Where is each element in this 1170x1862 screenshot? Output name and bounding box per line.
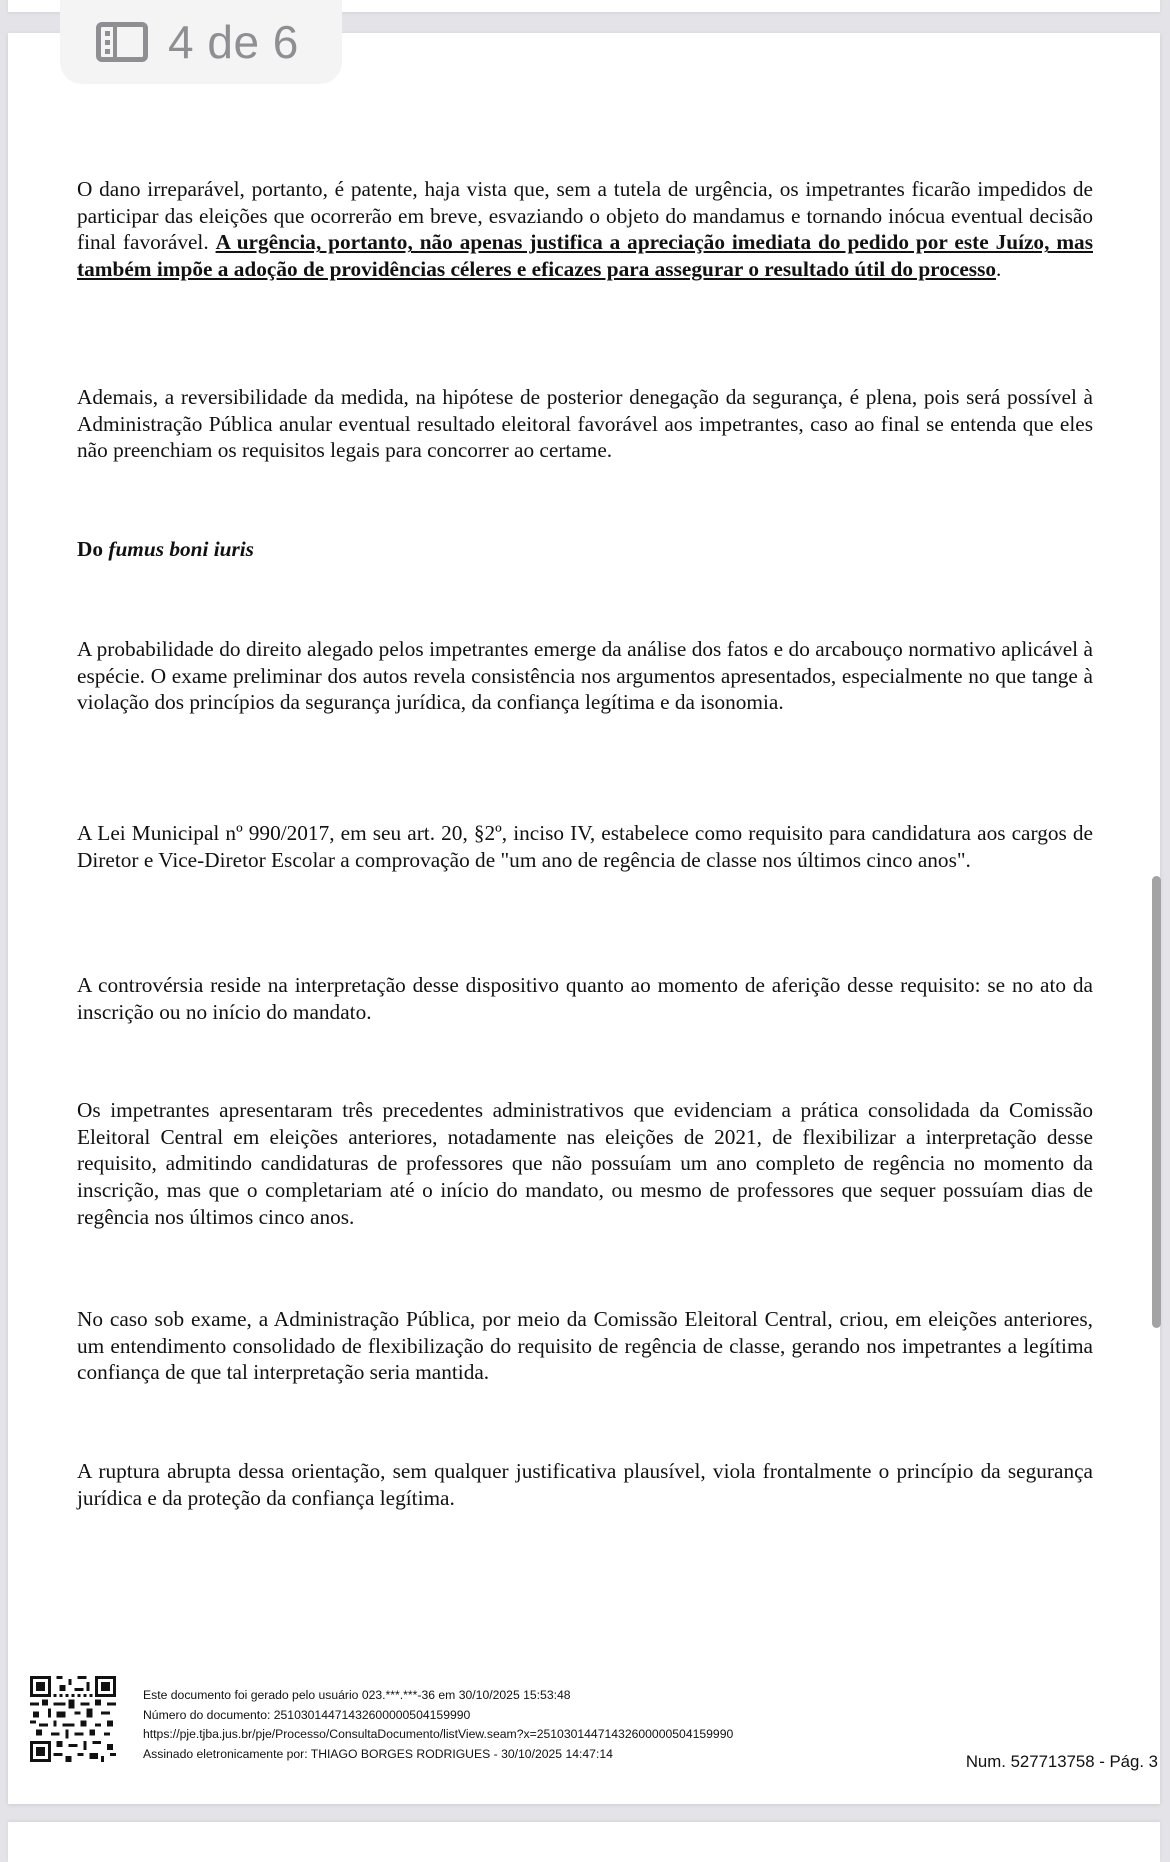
heading-italic: fumus boni iuris [108,537,254,561]
paragraph-text: Os impetrantes apresentaram três precedentes administrativos que evidenciam a prática consolidada da Comissão Eleitoral Central em eleições anteriores, notadamente nas eleições de 2021, de flexibilizar a interpretação desse requisito, admitindo candidaturas de professores que não possuíam um ano completo de regência no momento da inscrição, mas que o completariam até o início do mandato, ou mesmo de professores que sequer possuíam dias de regência nos últimos cinco anos. [77,1098,1093,1229]
paragraph-text: A Lei Municipal nº 990/2017, em seu art. 20, §2º, inciso IV, estabelece como requisito para candidatura aos cargos de Diretor e Vice-Diretor Escolar a comprovação de "um ano de regência de classe nos últimos cinco anos". [77,821,1093,872]
scrollbar-thumb[interactable] [1152,876,1161,1328]
paragraph-administration [77,1306,1093,1386]
paragraph-irreparable-damage [77,176,1093,283]
paragraph-precedents [77,1097,1093,1231]
paragraph-text: A controvérsia reside na interpretação desse dispositivo quanto ao momento de aferição desse requisito: se no ato da inscrição ou no início do mandato. [77,973,1093,1024]
paragraph-text: Ademais, a reversibilidade da medida, na hipótese de posterior denegação da segurança, é plena, pois será possível à Administração Pública anular eventual resultado eleitoral favorável aos impetrantes, caso ao final se entenda que eles não preenchiam os requisitos legais para concorrer ao certame. [77,385,1093,463]
document-number-line: Número do documento: 25103014471432600000504159990 [143,1707,471,1722]
paragraph-text: O dano irreparável, portanto, é patente, haja vista que, sem a tutela de urgência, os impetrantes ficarão impedidos de participar das eleições que ocorrerão em breve, esvaziando o objeto do mandamus e tornando inócua eventual decisão final favorável. [77,177,1093,255]
paragraph-rupture [77,1458,1093,1511]
emphasized-text: A urgência, portanto, não apenas justifica a apreciação imediata do pedido por este Juízo, mas também impõe a adoção de providências céleres e eficazes para assegurar o resultado útil do processo [77,230,1093,282]
paragraph-controversy [77,972,1093,1025]
paragraph-text: A ruptura abrupta dessa orientação, sem qualquer justificativa plausível, viola frontalmente o princípio da segurança jurídica e da proteção da confiança legítima. [77,1459,1093,1510]
paragraph-text: A probabilidade do direito alegado pelos impetrantes emerge da análise dos fatos e do arcabouço normativo aplicável à espécie. O exame preliminar dos autos revela consistência nos argumentos apresentados, especialmente no que tange à violação dos princípios da segurança jurídica, da confiança legítima e da isonomia. [77,637,1093,715]
document-url-link[interactable]: https://pje.tjba.jus.br/pje/Processo/ConsultaDocumento/listView.seam?x=25103014471432600000504159990 [143,1727,734,1741]
page-indicator-label: 4 de 6 [168,16,299,68]
page-indicator[interactable] [60,0,342,84]
paragraph-reversibility [77,384,1093,464]
qr-code-icon [30,1676,116,1762]
document-metadata [143,1686,733,1764]
page-number: Num. 527713758 - Pág. 3 [965,1752,1158,1771]
next-page [8,1822,1160,1862]
document-page [8,33,1160,1804]
paragraph-probability [77,636,1093,716]
heading-prefix: Do [77,537,109,561]
paragraph-tail: . [996,257,1002,282]
sidebar-icon[interactable] [96,22,148,62]
paragraph-text: No caso sob exame, a Administração Pública, por meio da Comissão Eleitoral Central, criou, em eleições anteriores, um entendimento consolidado de flexibilização do requisito de regência de classe, gerando nos impetrantes a legítima confiança de que tal interpretação seria mantida. [77,1307,1093,1385]
signature-line: Assinado eletronicamente por: THIAGO BORGES RODRIGUES - 30/10/2025 14:47:14 [143,1746,613,1761]
generated-by-line: Este documento foi gerado pelo usuário 023.***.***-36 em 30/10/2025 15:53:48 [143,1688,571,1702]
section-heading [77,536,1093,563]
paragraph-municipal-law [77,820,1093,873]
